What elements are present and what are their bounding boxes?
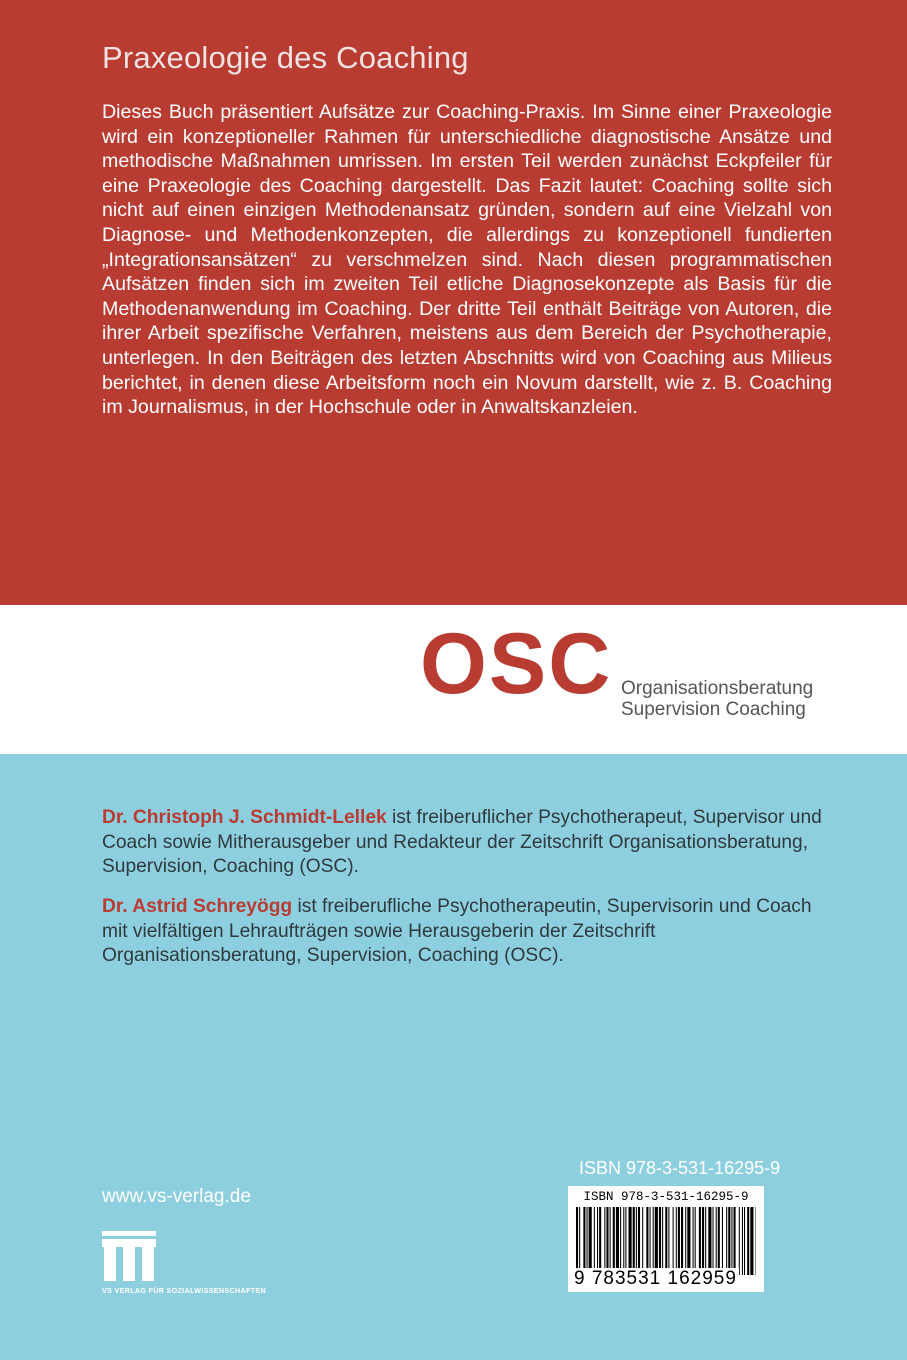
- barcode-bar: [668, 1207, 669, 1275]
- osc-subtitle-line-1: Organisationsberatung: [621, 678, 814, 699]
- vs-verlag-logo-icon: [102, 1231, 156, 1281]
- barcode-bar: [650, 1207, 651, 1275]
- barcode-bar: [693, 1207, 694, 1275]
- book-blurb: Dieses Buch präsentiert Aufsätze zur Coaching-Praxis. Im Sinne einer Praxeologie wird ein konzeptioneller Rahmen für unterschiedliche diagnostische Ansätze und methodische Maßnahmen umrissen. Im ersten Teil werden zunächst Eckpfeiler für eine Praxeologie des Coaching dargestellt. Das Fazit lautet: Coaching sollte sich nicht auf einen einzigen Methodenansatz gründen, sondern auf eine Vielzahl von Diagnose- und Methodenkonzepten, die allerdings zu konzeptionell fundierten „Integrationsansätzen“ zu verschmelzen sind. Nach diesen programmatischen Aufsätzen finden sich im zweiten Teil etliche Diagnosekonzepte als Basis für die Methodenanwendung im Coaching. Der dritte Teil enthält Beiträge von Autoren, die ihrer Arbeit spezifische Verfahren, meistens aus dem Bereich der Psychotherapie, unterlegen. In den Beiträgen des letzten Abschnitts wird von Coaching aus Milieus berichtet, in denen diese Arbeitsform noch ein Novum darstellt, wie z. B. Coaching im Journalismus, in der Hochschule oder in Anwaltskanzleien.: [102, 101, 832, 419]
- barcode-bar: [739, 1207, 740, 1275]
- barcode-bar: [613, 1207, 615, 1275]
- barcode-bar: [726, 1207, 727, 1275]
- barcode-bar: [747, 1207, 749, 1275]
- barcode-bar: [662, 1207, 663, 1275]
- barcode-bar: [610, 1207, 611, 1275]
- barcode-bar: [673, 1207, 674, 1275]
- barcode-bar: [676, 1207, 677, 1275]
- author-bio: [102, 806, 832, 880]
- barcode-bar: [587, 1207, 588, 1275]
- barcode-bar: [728, 1207, 730, 1275]
- barcode-bar: [594, 1207, 595, 1275]
- author-name: Dr. Astrid Schreyögg: [102, 896, 293, 917]
- barcode-bar: [583, 1207, 585, 1275]
- barcode-bar: [606, 1207, 608, 1275]
- barcode-bar: [633, 1207, 635, 1275]
- barcode-bar: [659, 1207, 661, 1275]
- book-title: Praxeologie des Coaching: [102, 40, 469, 75]
- description-panel: [0, 0, 907, 605]
- series-logo-band: [0, 605, 907, 754]
- barcode-bar: [718, 1207, 720, 1275]
- barcode-bar: [638, 1207, 640, 1275]
- barcode-isbn-text: ISBN 978-3-531-16295-9: [583, 1190, 749, 1204]
- publisher-website-link[interactable]: www.vs-verlag.de: [102, 1186, 251, 1207]
- publisher-logo: [102, 1231, 322, 1301]
- barcode-number: 9 783531 162959: [574, 1268, 737, 1289]
- barcode-bar: [620, 1207, 621, 1275]
- author-bio: [102, 895, 832, 969]
- osc-logo: OSC: [420, 616, 613, 712]
- barcode-bar: [702, 1207, 704, 1275]
- osc-subtitle: [621, 678, 813, 720]
- barcode-bar: [734, 1207, 736, 1275]
- isbn-label: ISBN 978-3-531-16295-9: [579, 1158, 781, 1178]
- barcode-bar: [625, 1207, 626, 1275]
- barcode-bars: [576, 1207, 756, 1275]
- barcode-bar: [616, 1207, 619, 1275]
- barcode-bar: [655, 1207, 658, 1275]
- barcode-bar: [722, 1207, 723, 1275]
- barcode-bar: [731, 1207, 732, 1275]
- barcode-bar: [685, 1207, 686, 1275]
- barcode-bar: [623, 1207, 624, 1275]
- author-name: Dr. Christoph J. Schmidt-Lellek: [102, 807, 387, 828]
- barcode-bar: [589, 1207, 592, 1275]
- barcode-bar: [629, 1207, 632, 1275]
- barcode-bar: [699, 1207, 701, 1275]
- barcode-bar: [597, 1207, 598, 1275]
- barcode-bar: [744, 1207, 745, 1275]
- barcode-bar: [576, 1207, 578, 1275]
- barcode-bar: [579, 1207, 580, 1275]
- barcode-bar: [599, 1207, 601, 1275]
- barcode-bar: [678, 1207, 680, 1275]
- osc-subtitle-line-2: Supervision Coaching: [621, 699, 806, 720]
- barcode-bar: [713, 1207, 714, 1275]
- author-bio-text: ist freiberufliche Psychotherapeutin, Supervisorin und Coach mit vielfältigen Lehraufträgen sowie Herausgeberin der Zeitschrift Organisationsberatung, Supervision, Coaching (OSC).: [102, 896, 812, 967]
- publisher-logo-text: VS VERLAG FÜR SOZIALWISSENSCHAFTEN: [102, 1286, 266, 1295]
- barcode-bar: [642, 1207, 643, 1275]
- barcode-bar: [716, 1207, 717, 1275]
- author-bio-text: ist freiberuflicher Psychotherapeut, Supervisor und Coach sowie Mitherausgeber und Redakteur der Zeitschrift Organisationsberatung, Supervision, Coaching (OSC).: [102, 807, 822, 878]
- barcode-bar: [636, 1207, 637, 1275]
- isbn-barcode: [568, 1186, 764, 1292]
- barcode-bar: [604, 1207, 605, 1275]
- barcode-bar: [646, 1207, 648, 1275]
- barcode-bar: [742, 1207, 743, 1275]
- barcode-bar: [681, 1207, 683, 1275]
- barcode-bar: [708, 1207, 711, 1275]
- barcode-bar: [695, 1207, 696, 1275]
- barcode-bar: [665, 1207, 667, 1275]
- barcode-bar: [750, 1207, 753, 1275]
- authors-panel: [0, 754, 907, 1360]
- barcode-bar: [687, 1207, 690, 1275]
- barcode-bar: [653, 1207, 654, 1275]
- barcode-bar: [705, 1207, 706, 1275]
